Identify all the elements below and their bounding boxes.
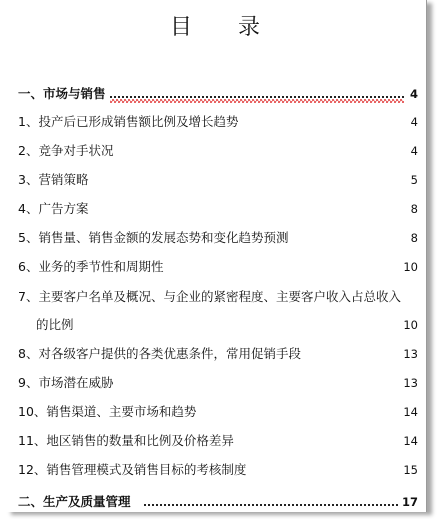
spellcheck-underline — [110, 99, 404, 103]
toc-entry-12[interactable] — [18, 461, 418, 479]
toc-entry-label: 4、广告方案 — [18, 201, 89, 216]
toc-entry-label: 3、营销策略 — [18, 172, 89, 187]
toc-section-market-sales[interactable] — [18, 85, 418, 103]
toc-entry-page: 13 — [403, 347, 418, 361]
toc-entry-7-continued[interactable] — [36, 316, 418, 334]
title-char-2: 录 — [238, 15, 263, 40]
toc-entry-2[interactable] — [18, 142, 418, 160]
toc-entry-11[interactable] — [18, 432, 418, 450]
toc-entry-label: 11、地区销售的数量和比例及价格差异 — [18, 433, 234, 448]
toc-entry-label: 7、主要客户名单及概况、与企业的紧密程度、主要客户收入占总收入 — [18, 289, 401, 304]
leader-dots — [144, 504, 398, 506]
toc-entry-label: 二、生产及质量管理 — [18, 494, 131, 509]
page-title — [6, 10, 426, 41]
toc-entry-page: 15 — [403, 463, 418, 477]
toc-entry-label: 5、销售量、销售金额的发展态势和变化趋势预测 — [18, 230, 289, 245]
toc-entry-page: 10 — [403, 260, 418, 274]
toc-entry-label: 12、销售管理模式及销售目标的考核制度 — [18, 462, 247, 477]
toc-entry-6[interactable] — [18, 258, 418, 276]
toc-entry-7[interactable] — [18, 288, 418, 306]
toc-entry-label: 9、市场潜在威胁 — [18, 375, 114, 390]
toc-entry-page: 17 — [401, 495, 418, 509]
toc-entry-page: 13 — [403, 376, 418, 390]
toc-entry-3[interactable] — [18, 171, 418, 189]
toc-entry-page: 8 — [410, 202, 418, 216]
toc-entry-label: 1、投产后已形成销售额比例及增长趋势 — [18, 114, 239, 129]
toc-entry-label: 6、业务的季节性和周期性 — [18, 259, 164, 274]
toc-entry-label: 10、销售渠道、主要市场和趋势 — [18, 404, 197, 419]
toc-entry-page: 4 — [410, 144, 418, 158]
toc-entry-page: 14 — [403, 405, 418, 419]
toc-entry-page: 10 — [403, 318, 418, 332]
toc-entry-4[interactable] — [18, 200, 418, 218]
toc-entry-page: 8 — [410, 231, 418, 245]
toc-entry-8[interactable] — [18, 345, 418, 363]
toc-entry-10[interactable] — [18, 403, 418, 421]
toc-entry-page: 14 — [403, 434, 418, 448]
toc-entry-label: 8、对各级客户提供的各类优惠条件，常用促销手段 — [18, 346, 301, 361]
toc-entry-label: 的比例 — [36, 317, 74, 332]
toc-entry-page: 5 — [410, 173, 418, 187]
toc-entry-label: 2、竞争对手状况 — [18, 143, 114, 158]
toc-entry-5[interactable] — [18, 229, 418, 247]
toc-entry-label: 一、市场与销售 — [18, 86, 106, 101]
title-char-1: 目 — [169, 15, 194, 40]
document-page — [6, 0, 427, 512]
leader-dots — [110, 96, 404, 98]
toc-section-production-quality[interactable] — [18, 493, 418, 511]
toc-entry-page: 4 — [410, 115, 418, 129]
toc-entry-9[interactable] — [18, 374, 418, 392]
toc-entry-page: 4 — [409, 87, 418, 101]
toc-entry-1[interactable] — [18, 113, 418, 131]
